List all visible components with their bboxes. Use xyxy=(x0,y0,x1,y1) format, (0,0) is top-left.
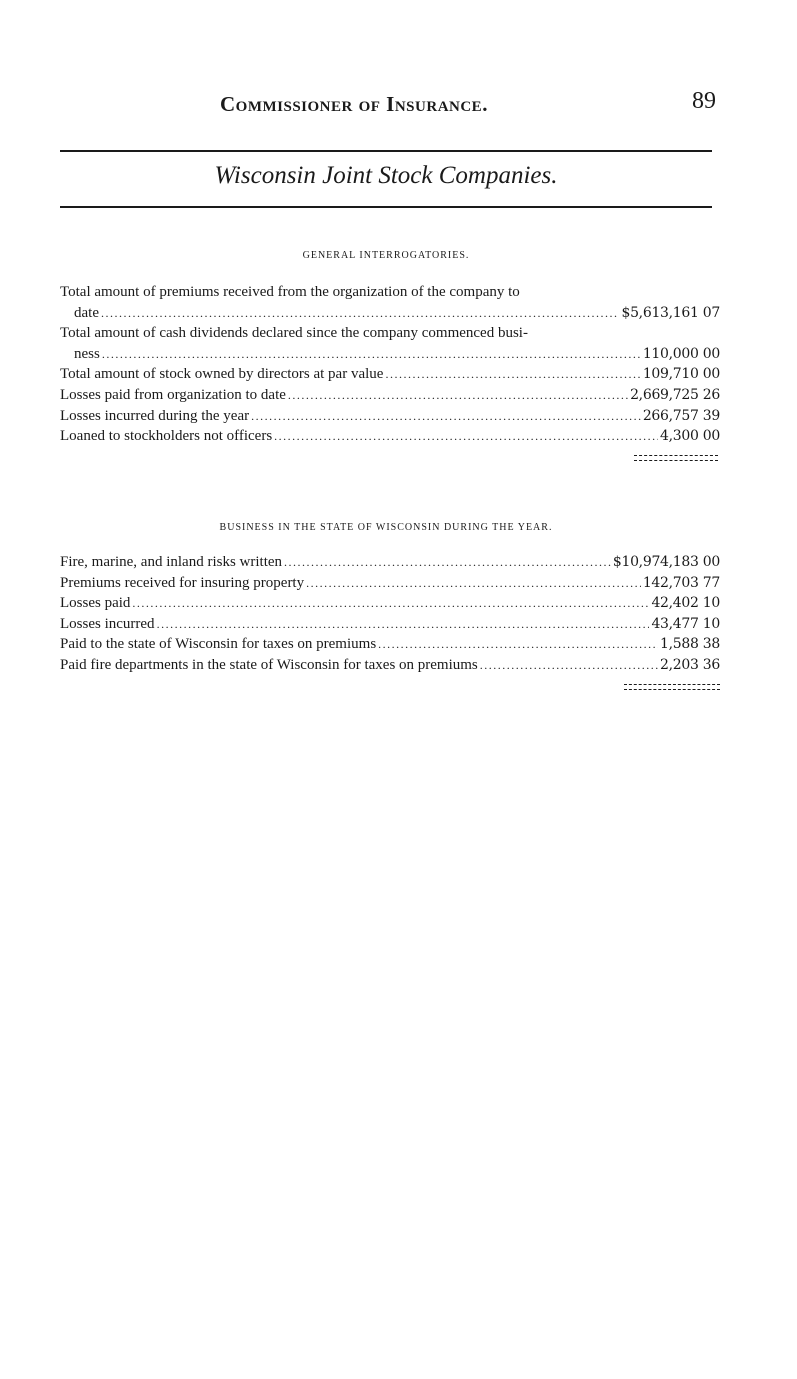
list-item xyxy=(60,593,720,614)
dot-leader xyxy=(378,634,658,655)
entry-label: Total amount of cash dividends declared since the company commenced busi- xyxy=(60,325,528,342)
general-interrogatories-heading: GENERAL INTERROGATORIES. xyxy=(302,250,470,261)
dot-leader xyxy=(385,364,640,385)
list-item xyxy=(60,364,720,385)
entry-label: Total amount of stock owned by directors at par value xyxy=(60,366,384,383)
entry-amount: 43,477 10 xyxy=(651,615,720,632)
dot-leader xyxy=(306,573,641,594)
entry-amount: 109,710 00 xyxy=(642,366,720,383)
dot-leader xyxy=(132,593,649,614)
entry-label: Paid to the state of Wisconsin for taxes on premiums xyxy=(60,636,377,653)
entry-label-continued: date xyxy=(74,304,99,321)
page-number: 89 xyxy=(692,88,716,114)
list-item xyxy=(60,573,720,594)
entry-amount: 110,000 00 xyxy=(642,345,720,362)
entry-amount: 2,669,725 26 xyxy=(630,386,720,403)
entry-label-continued: ness xyxy=(74,345,100,362)
business-in-state-heading: BUSINESS IN THE STATE OF WISCONSIN DURING THE YEAR. xyxy=(219,522,553,533)
dot-leader xyxy=(251,406,641,427)
list-item xyxy=(60,552,720,573)
entry-label: Losses paid xyxy=(60,595,131,612)
list-item xyxy=(60,323,720,364)
running-title: Commissioner of Insurance. xyxy=(220,92,488,116)
list-item xyxy=(60,385,720,406)
dot-leader xyxy=(288,385,628,406)
entry-label: Losses paid from organization to date xyxy=(60,386,286,403)
entry-amount: 142,703 77 xyxy=(642,574,720,591)
entry-amount: 1,588 38 xyxy=(660,636,720,653)
dot-leader xyxy=(284,552,611,573)
dot-leader xyxy=(102,344,641,365)
business-in-state-list xyxy=(60,552,720,676)
entry-label: Premiums received for insuring property xyxy=(60,574,305,591)
section-title: Wisconsin Joint Stock Companies. xyxy=(214,162,558,189)
entry-label: Paid fire departments in the state of Wisconsin for taxes on premiums xyxy=(60,656,478,673)
list-item xyxy=(60,634,720,655)
entry-amount: $10,974,183 00 xyxy=(612,554,720,570)
entry-amount: 4,300 00 xyxy=(660,428,720,445)
entry-amount: $5,613,161 07 xyxy=(621,304,720,321)
entry-label: Losses incurred during the year xyxy=(60,407,250,424)
dot-leader xyxy=(157,614,650,635)
list-item xyxy=(60,426,720,447)
entry-amount: 42,402 10 xyxy=(651,595,720,612)
list-item xyxy=(60,655,720,676)
entry-label: Fire, marine, and inland risks written xyxy=(60,554,283,570)
general-interrogatories-list xyxy=(60,282,720,447)
entry-amount: 2,203 36 xyxy=(660,656,720,673)
entry-amount: 266,757 39 xyxy=(642,407,720,424)
total-double-rule xyxy=(634,455,718,461)
dot-leader xyxy=(101,303,619,324)
dot-leader xyxy=(274,426,658,447)
entry-label: Loaned to stockholders not officers xyxy=(60,428,273,445)
dot-leader xyxy=(480,655,658,676)
list-item xyxy=(60,614,720,635)
entry-label: Losses incurred xyxy=(60,615,155,632)
running-head xyxy=(60,88,716,120)
entry-label: Total amount of premiums received from the organization of the company to xyxy=(60,284,520,300)
section-title-rule xyxy=(60,206,712,208)
list-item xyxy=(60,282,720,323)
top-rule xyxy=(60,150,712,152)
list-item xyxy=(60,406,720,427)
total-double-rule xyxy=(624,684,720,690)
